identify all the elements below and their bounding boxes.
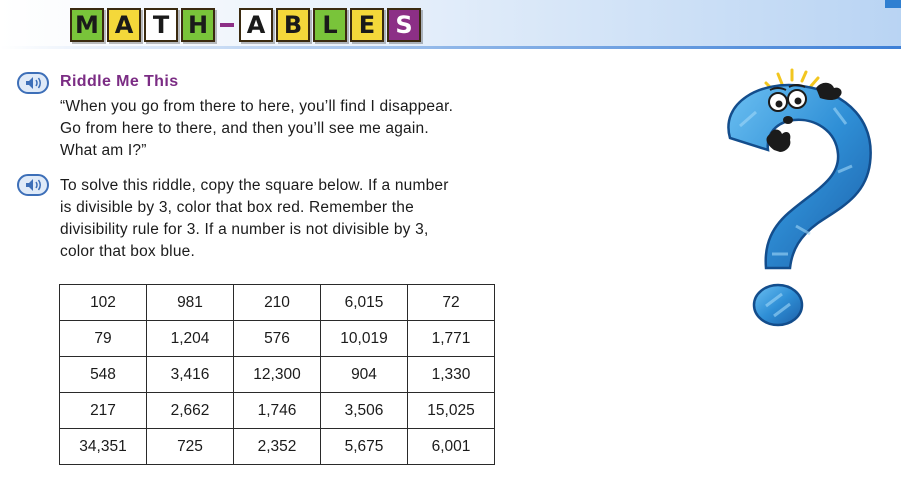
instruction-line: divisibility rule for 3. If a number is not divisible by 3, xyxy=(60,221,429,238)
grid-cell: 725 xyxy=(147,429,234,465)
grid-cell: 3,506 xyxy=(321,393,408,429)
logo-tile: H xyxy=(181,8,215,42)
speaker-icon[interactable] xyxy=(17,174,49,196)
grid-cell: 1,204 xyxy=(147,321,234,357)
logo-dash xyxy=(220,23,234,27)
grid-cell: 102 xyxy=(60,285,147,321)
grid-cell: 3,416 xyxy=(147,357,234,393)
header-divider xyxy=(0,46,901,49)
grid-cell: 548 xyxy=(60,357,147,393)
number-grid xyxy=(59,284,495,465)
riddle-line: What am I?” xyxy=(60,142,147,159)
grid-cell: 15,025 xyxy=(408,393,495,429)
logo-tile: A xyxy=(239,8,273,42)
instruction-line: is divisible by 3, color that box red. Remember the xyxy=(60,199,414,216)
grid-row xyxy=(60,393,495,429)
logo-tile: L xyxy=(313,8,347,42)
grid-cell: 72 xyxy=(408,285,495,321)
grid-cell: 576 xyxy=(234,321,321,357)
logo-tile: B xyxy=(276,8,310,42)
logo-tile: S xyxy=(387,8,421,42)
grid-cell: 6,001 xyxy=(408,429,495,465)
math-ables-logo xyxy=(70,6,424,44)
grid-cell: 12,300 xyxy=(234,357,321,393)
grid-row xyxy=(60,285,495,321)
question-mark-mascot-icon xyxy=(700,68,890,330)
grid-cell: 34,351 xyxy=(60,429,147,465)
grid-row xyxy=(60,429,495,465)
grid-cell: 210 xyxy=(234,285,321,321)
instruction-line: color that box blue. xyxy=(60,243,195,260)
grid-cell: 6,015 xyxy=(321,285,408,321)
logo-tile: E xyxy=(350,8,384,42)
speaker-icon[interactable] xyxy=(17,72,49,94)
grid-cell: 10,019 xyxy=(321,321,408,357)
instruction-line: To solve this riddle, copy the square below. If a number xyxy=(60,177,449,194)
grid-cell: 904 xyxy=(321,357,408,393)
riddle-text xyxy=(60,96,453,162)
grid-cell: 5,675 xyxy=(321,429,408,465)
grid-cell: 2,352 xyxy=(234,429,321,465)
riddle-line: “When you go from there to here, you’ll find I disappear. xyxy=(60,98,454,115)
grid-cell: 1,746 xyxy=(234,393,321,429)
riddle-line: Go from here to there, and then you’ll see me again. xyxy=(60,120,429,137)
instructions-text xyxy=(60,175,449,263)
grid-cell: 2,662 xyxy=(147,393,234,429)
grid-cell: 217 xyxy=(60,393,147,429)
grid-cell: 1,771 xyxy=(408,321,495,357)
grid-row xyxy=(60,321,495,357)
grid-cell: 1,330 xyxy=(408,357,495,393)
riddle-title: Riddle Me This xyxy=(60,73,179,90)
corner-mark xyxy=(885,0,901,8)
grid-cell: 981 xyxy=(147,285,234,321)
grid-row xyxy=(60,357,495,393)
grid-cell: 79 xyxy=(60,321,147,357)
logo-tile: T xyxy=(144,8,178,42)
logo-tile: M xyxy=(70,8,104,42)
logo-tile: A xyxy=(107,8,141,42)
